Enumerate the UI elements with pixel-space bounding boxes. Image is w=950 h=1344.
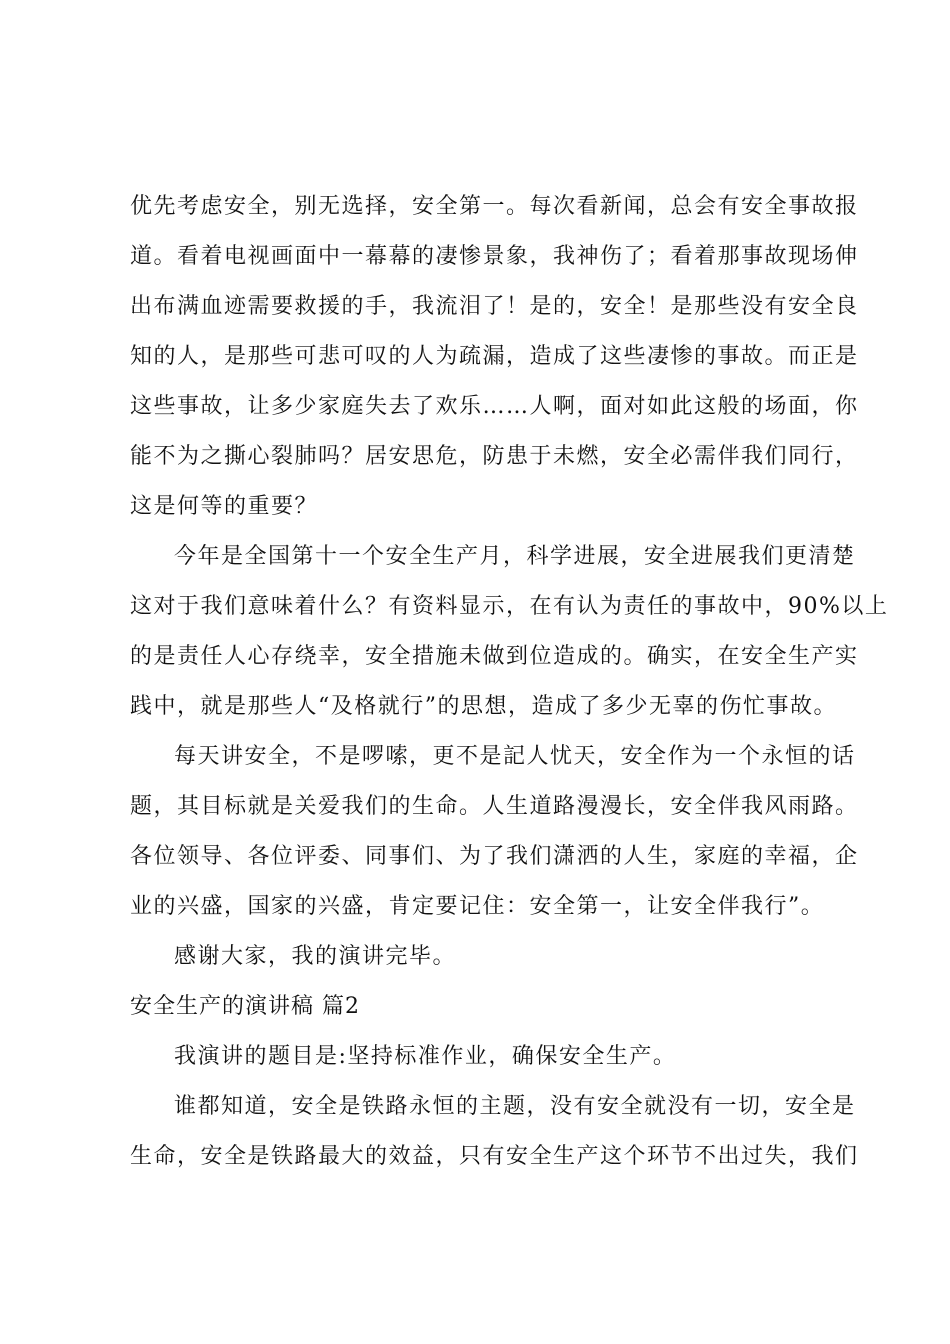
paragraph-line: 能不为之撕心裂肺吗？居安思危，防患于未燃，安全必需伴我们同行， (130, 444, 859, 469)
paragraph-line: 题，其目标就是关爱我们的生命。人生道路漫漫长，安全伴我风雨路。 (130, 794, 859, 819)
paragraph-line: 感谢大家，我的演讲完毕。 (174, 944, 457, 969)
paragraph-line: 这对于我们意味着什么？有资料显示，在有认为责任的事故中，90%以上 (130, 594, 889, 619)
paragraph-line: 谁都知道，安全是铁路永恒的主题，没有安全就没有一切，安全是 (174, 1094, 856, 1119)
paragraph-line: 践中，就是那些人“及格就行”的思想，造成了多少无辜的伤忙事故。 (130, 694, 837, 719)
paragraph-line: 各位领导、各位评委、同事们、为了我们潇洒的人生，家庭的幸福，企 (130, 844, 859, 869)
paragraph-line: 生命，安全是铁路最大的效益，只有安全生产这个环节不出过失，我们 (130, 1144, 859, 1169)
paragraph-line: 业的兴盛，国家的兴盛，肯定要记住：安全第一，让安全伴我行”。 (130, 894, 825, 919)
paragraph-line: 每天讲安全，不是啰嗦，更不是記人忧天，安全作为一个永恒的话 (174, 744, 856, 769)
paragraph-line: 我演讲的题目是:坚持标准作业，确保安全生产。 (174, 1044, 677, 1069)
paragraph-line: 这是何等的重要？ (130, 494, 319, 519)
section-heading: 安全生产的演讲稿 篇2 (130, 994, 360, 1019)
paragraph-line: 优先考虑安全，别无选择，安全第一。每次看新闻，总会有安全事故报 (130, 194, 859, 219)
paragraph-line: 这些事故，让多少家庭失去了欢乐……人啊，面对如此这般的场面，你 (130, 394, 859, 419)
paragraph-line: 知的人，是那些可悲可叹的人为疏漏，造成了这些凄惨的事故。而正是 (130, 344, 859, 369)
paragraph-line: 道。看着电视画面中一幕幕的凄惨景象，我神伤了；看着那事故现场伸 (130, 244, 859, 269)
paragraph-line: 今年是全国第十一个安全生产月，科学进展，安全进展我们更清楚 (174, 544, 856, 569)
paragraph-line: 出布满血迹需要救援的手，我流泪了！是的，安全！是那些没有安全良 (130, 294, 859, 319)
paragraph-line: 的是责任人心存绕幸，安全措施未做到位造成的。确实，在安全生产实 (130, 644, 859, 669)
